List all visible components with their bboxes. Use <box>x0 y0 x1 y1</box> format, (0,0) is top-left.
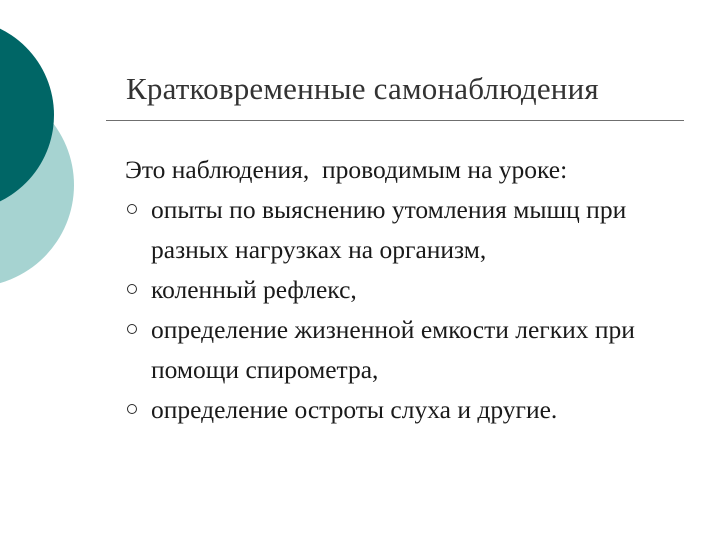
slide-title: Кратковременные самонаблюдения <box>126 71 599 106</box>
circle-bullet-icon <box>127 404 137 414</box>
bullet-text: определение жизненной емкости легких при помощи спирометра, <box>151 315 635 384</box>
bullet-item <box>125 270 705 310</box>
bullet-item <box>125 310 705 390</box>
bullet-text: коленный рефлекс, <box>151 275 357 304</box>
bullet-text: опыты по выяснению утомления мышц при разных нагрузках на организм, <box>151 195 627 264</box>
decorative-circles <box>0 0 110 300</box>
circle-bullet-icon <box>127 284 137 294</box>
circle-bullet-icon <box>127 324 137 334</box>
bullet-item <box>125 390 705 430</box>
bullet-item <box>125 190 705 270</box>
circle-bullet-icon <box>127 204 137 214</box>
title-divider <box>106 120 684 121</box>
bullet-text: определение остроты слуха и другие. <box>151 395 558 424</box>
intro-text: Это наблюдения, проводимым на уроке: <box>125 155 568 184</box>
slide-body <box>125 150 705 430</box>
